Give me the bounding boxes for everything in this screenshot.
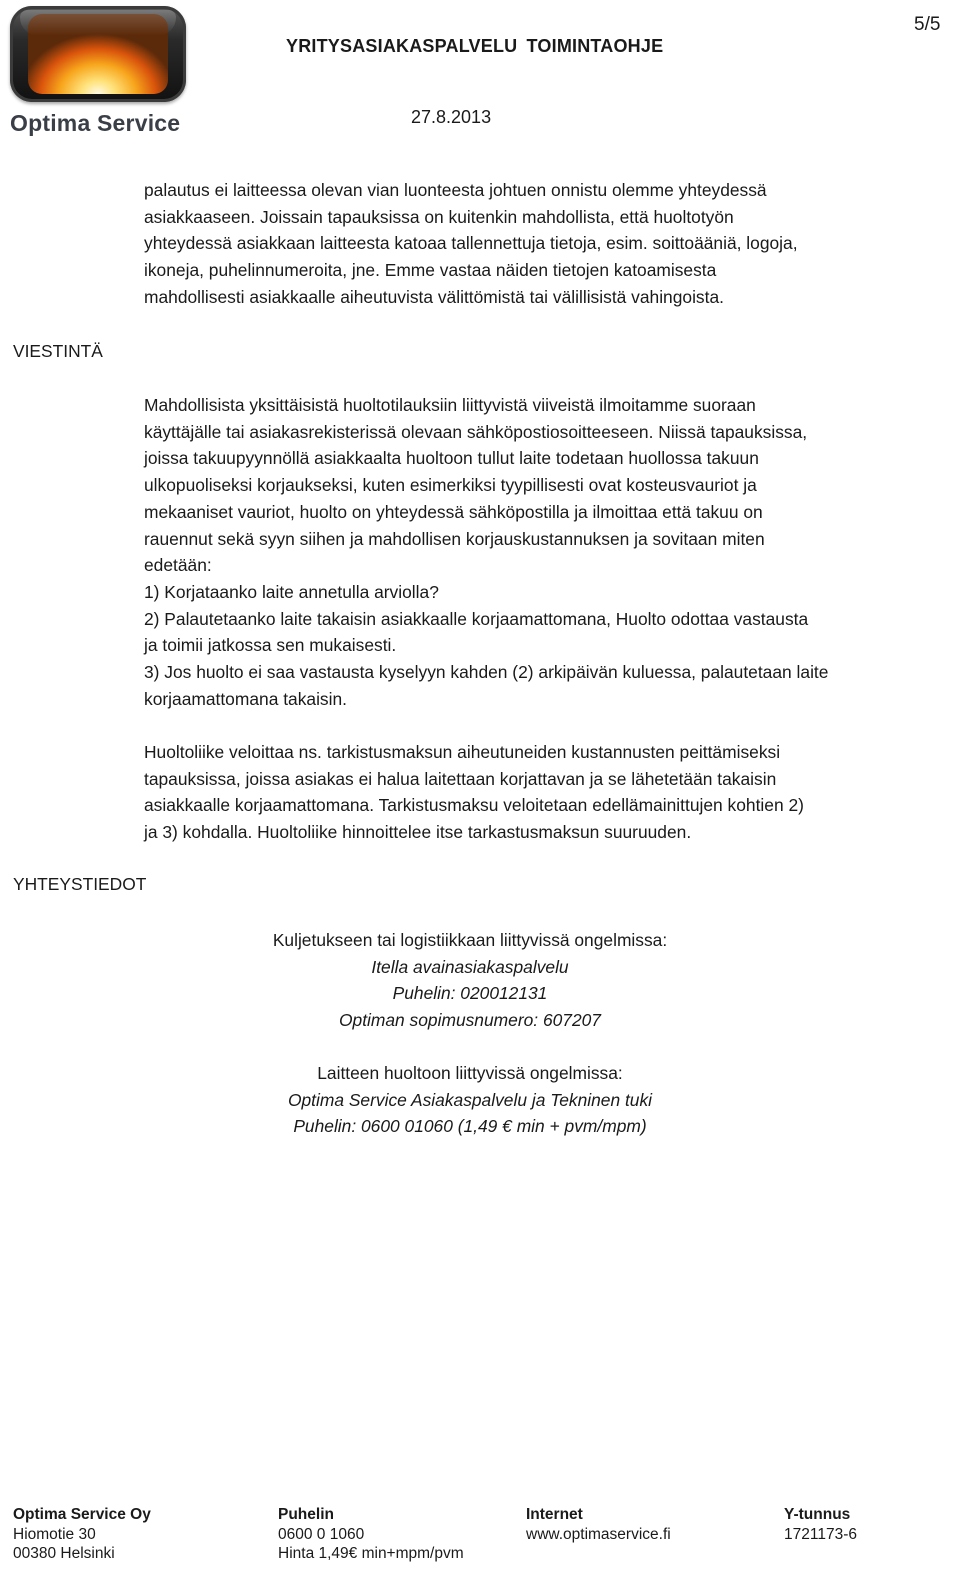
- footer-label: Optima Service Oy: [13, 1506, 151, 1523]
- text-line: joissa takuupyynnöllä asiakkaalta huoltoon tullut laite todetaan huollossa takuun: [144, 448, 759, 469]
- text-line: asiakkaalle korjaamattomana. Tarkistusmaksu veloitetaan edellämainittujen kohtien 2): [144, 795, 804, 816]
- document-date: 27.8.2013: [411, 107, 492, 127]
- text-line: käyttäjälle tai asiakasrekisterissä olevaan sähköpostiosoitteeseen. Niissä tapauksissa,: [144, 421, 808, 442]
- footer-business-id-value: 1721173-6: [784, 1525, 857, 1543]
- contact-logistics: [140, 927, 800, 1034]
- text-line: korjaamattomana takaisin.: [144, 688, 347, 709]
- logo-text: Optima Service: [10, 110, 181, 136]
- text-line: palautus ei laitteessa olevan vian luonteesta johtuen onnistu olemme yhteydessä: [144, 180, 767, 200]
- footer-address-city: 00380 Helsinki: [13, 1545, 115, 1562]
- contact-service: [140, 1060, 800, 1140]
- contact-phone: Puhelin: 020012131: [392, 983, 548, 1004]
- footer-phone-price: Hinta 1,49€ min+mpm/pvm: [278, 1545, 464, 1562]
- list-item: 1) Korjataanko laite annetulla arviolla?: [144, 581, 439, 602]
- footer-internet: [526, 1505, 671, 1544]
- contact-name: Itella avainasiakaspalvelu: [371, 956, 569, 977]
- contact-phone: Puhelin: 0600 01060 (1,49 € min + pvm/mpm): [293, 1116, 647, 1137]
- contact-contract-number: Optiman sopimusnumero: 607207: [339, 1010, 601, 1031]
- footer-business-id: [784, 1505, 857, 1544]
- text-line: ja 3) kohdalla. Huoltoliike hinnoittelee itse tarkastusmaksun suuruuden.: [144, 822, 692, 843]
- text-line: yhteydessä asiakkaan laitteesta katoaa tallennettuja tietoja, esim. soittoääniä, logoja,: [144, 233, 798, 254]
- text-line: ja toimii jatkossa sen mukaisesti.: [144, 635, 397, 656]
- section-heading-yhteystiedot: YHTEYSTIEDOT: [13, 874, 147, 894]
- text-line: mekaaniset vauriot, huolto on yhteydessä sähköpostilla ja ilmoittaa että takuu on: [144, 501, 763, 522]
- section-heading-viestinta: VIESTINTÄ: [13, 341, 103, 361]
- text-line: Huoltoliike veloittaa ns. tarkistusmaksun aiheutuneiden kustannusten peittämiseksi: [144, 742, 781, 762]
- contact-heading: Laitteen huoltoon liittyvissä ongelmissa:: [317, 1063, 623, 1083]
- footer-phone: [278, 1505, 464, 1564]
- footer-label: Puhelin: [278, 1506, 334, 1523]
- footer-company: [13, 1505, 151, 1564]
- text-line: mahdollisesti asiakkaalle aiheutuvista välittömistä tai välillisistä vahingoista.: [144, 286, 724, 307]
- contact-name: Optima Service Asiakaspalvelu ja Tekninen tuki: [287, 1089, 653, 1110]
- text-line: edetään:: [144, 555, 212, 576]
- logo-shine: [20, 10, 176, 36]
- text-line: ulkopuoliseksi korjaukseksi, kuten esimerkiksi tyypillisesti ovat kosteusvauriot ja: [144, 475, 757, 496]
- footer-address-street: Hiomotie 30: [13, 1525, 96, 1543]
- list-item: 3) Jos huolto ei saa vastausta kyselyyn kahden (2) arkipäivän kuluessa, palautetaan laite: [144, 662, 829, 683]
- footer-label: Y-tunnus: [784, 1506, 851, 1523]
- text-line: ikoneja, puhelinnumeroita, jne. Emme vastaa näiden tietojen katoamisesta: [144, 260, 717, 281]
- text-line: rauennut sekä syyn siihen ja mahdollisen korjauskustannuksen ja sovitaan miten: [144, 528, 765, 549]
- footer-label: Internet: [526, 1506, 583, 1523]
- paragraph-communication: [144, 392, 934, 712]
- text-line: asiakkaaseen. Joissain tapauksissa on kuitenkin mahdollista, että huoltotyön: [144, 206, 734, 227]
- footer-phone-number: 0600 0 1060: [278, 1525, 365, 1543]
- paragraph-data-loss: [144, 177, 934, 311]
- paragraph-inspection-fee: [144, 739, 934, 846]
- text-line: Mahdollisista yksittäisistä huoltotilauksiin liittyvistä viiveistä ilmoitamme suoraan: [144, 395, 756, 415]
- company-logo: [8, 6, 188, 136]
- document-title: YRITYSASIAKASPALVELU TOIMINTAOHJE: [286, 36, 664, 56]
- page-number: 5/5: [914, 14, 941, 35]
- footer-website: www.optimaservice.fi: [526, 1525, 671, 1543]
- logo-emblem: [10, 6, 186, 102]
- contact-heading: Kuljetukseen tai logistiikkaan liittyvissä ongelmissa:: [272, 930, 668, 950]
- list-item: 2) Palautetaanko laite takaisin asiakkaalle korjaamattomana, Huolto odottaa vastausta: [144, 608, 809, 629]
- text-line: tapauksissa, joissa asiakas ei halua laitettaan korjattavan ja se lähetetään takaisin: [144, 768, 777, 789]
